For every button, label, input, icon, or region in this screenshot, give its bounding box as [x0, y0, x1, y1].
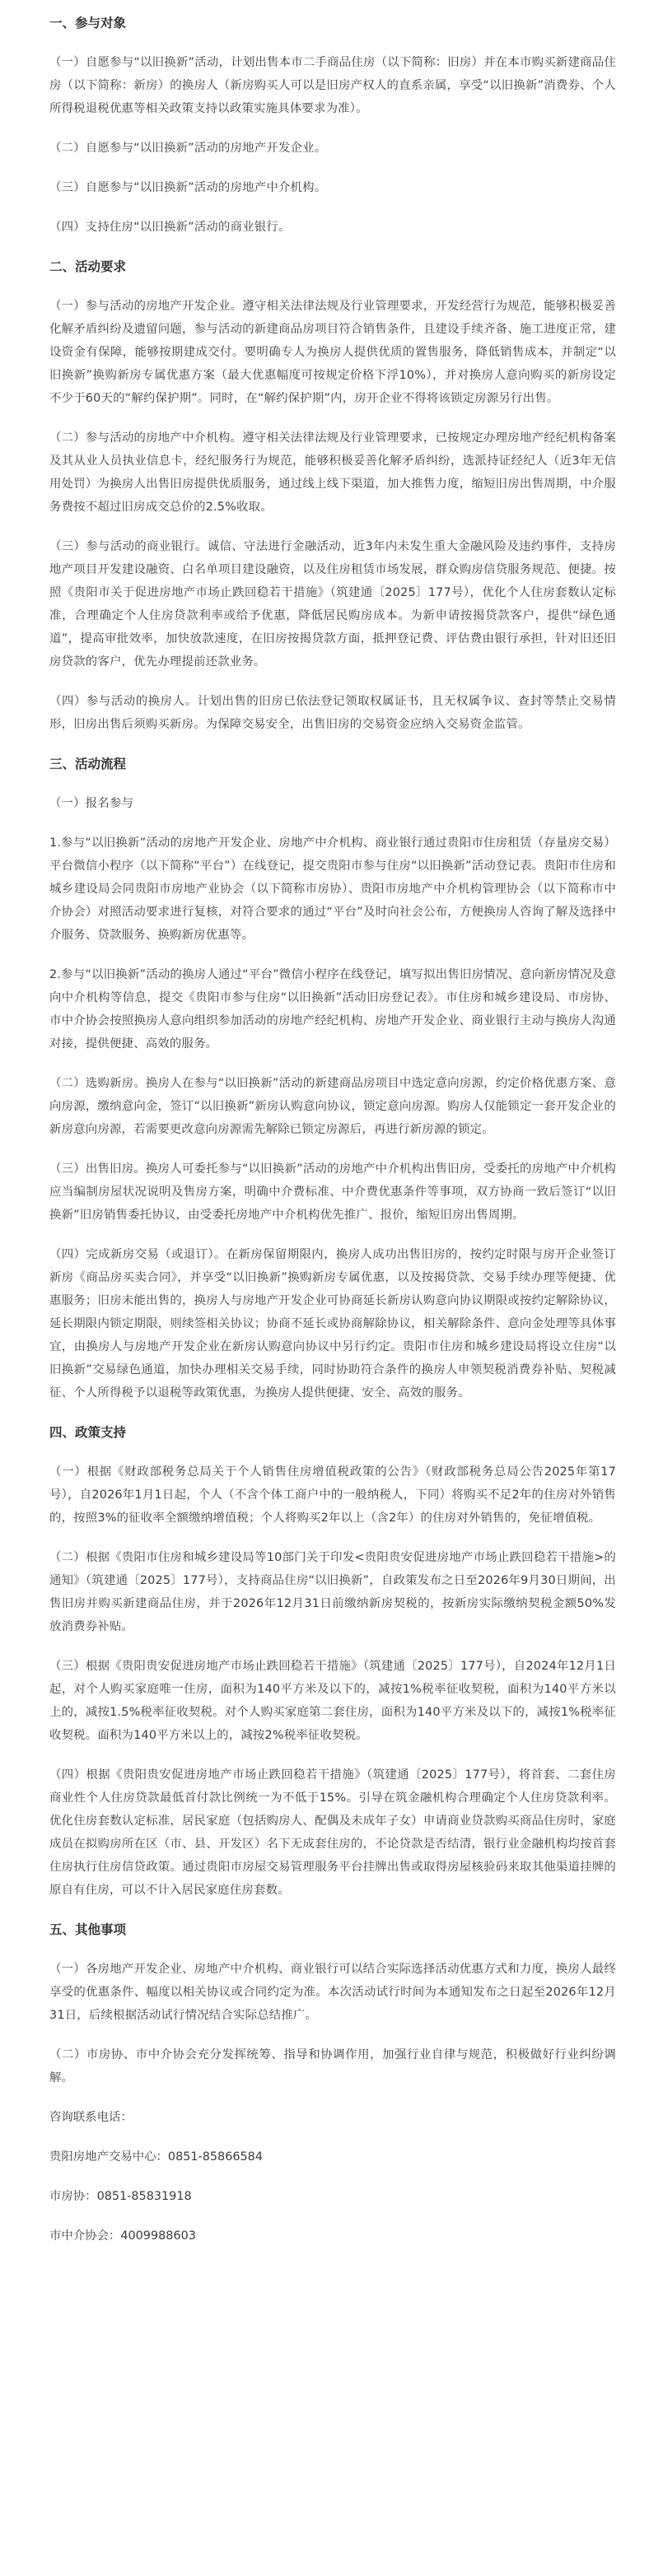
paragraph: 1.参与“以旧换新”活动的房地产开发企业、房地产中介机构、商业银行通过贵阳市住房租赁（存量房交易）平台微信小程序（以下简称“平台”）在线登记，提交贵阳市参与住房“以旧换新”活动登记表。贵阳市住房和城乡建设局会同贵阳市房地产业协会（以下简称市房协）、贵阳市房地产中介机构管理协会（以下简称市中介协会）对照活动要求进行复核，对符合要求的通过“平台”及时向社会公布，方便换房人咨询了解及选择中介服务、贷款服务、换购新房优惠等。	[49, 836, 616, 942]
section-process	[49, 752, 616, 1404]
paragraph: （四）完成新房交易（或退订）。在新房保留期限内，换房人成功出售旧房的，按约定时限与房开企业签订新房《商品房买卖合同》，并享受“以旧换新”换购新房专属优惠，以及按揭贷款、交易手续办理等便捷、优惠服务；旧房未能出售的，换房人与房地产开发企业可协商延长新房认购意向协议期限或按约定解除协议，延长期限内锁定期限，则续签相关协议；协商不延长或协商解除协议，相关解除条件、意向金处理等具体事宜，由换房人与房地产开发企业在新房认购意向协议中另行约定。贵阳市住房和城乡建设局将设立住房“以旧换新”交易绿色通道，加快办理相关交易手续，同时协助符合条件的换房人申领契税消费券补贴、契税减征、个人所得税予以退税等政策优惠，为换房人提供便捷、安全、高效的服务。	[49, 1248, 616, 1400]
paragraph: （二）自愿参与“以旧换新”活动的房地产开发企业。	[49, 142, 327, 155]
paragraph: （四）根据《贵阳贵安促进房地产市场止跌回稳若干措施》（筑建通〔2025〕177号），将首套、二套住房商业性个人住房贷款最低首付款比例统一为不低于15%。引导在筑金融机构合理确定个人住房贷款利率。优化住房套数认定标准，居民家庭（包括购房人、配偶及未成年子女）申请商业贷款购买商品住房时，家庭成员在拟购房所在区（市、县、开发区）名下无成套住房的，不论贷款是否结清，银行业金融机构均按首套住房执行住房信贷政策。通过贵阳市房屋交易管理服务平台挂牌出售或取得房屋核验码来取其他渠道挂牌的原自有住房，可以不计入居民家庭住房套数。	[49, 1768, 616, 1897]
contact-line-agency-association: 市中介协会：4009988603	[49, 2229, 196, 2243]
paragraph: （一）报名参与	[49, 797, 134, 810]
paragraph: 2.参与“以旧换新”活动的换房人通过“平台”微信小程序在线登记，填写拟出售旧房情况、意向新房情况及意向中介机构等信息，提交《贵阳市参与住房“以旧换新”活动旧房登记表》。市住房和城乡建设局、市房协、市中介协会按照换房人意向组织参加活动的房地产经纪机构、房地产开发企业、商业银行主动与换房人沟通对接，提供便捷、高效的服务。	[49, 968, 616, 1050]
paragraph: （三）根据《贵阳贵安促进房地产市场止跌回稳若干措施》（筑建通〔2025〕177号），自2024年12月1日起，对个人购买家庭唯一住房，面积为140平方米及以下的，减按1%税率征收契税，面积为140平方米以上的，减按1.5%税率征收契税。对个人购买家庭第二套住房，面积为140平方米及以下的，减按1%税率征收契税。面积为140平方米以上的，减按2%税率征收契税。	[49, 1660, 616, 1742]
section-title: 五、其他事项	[49, 1922, 127, 1937]
contact-info	[49, 2106, 616, 2248]
section-title: 二、活动要求	[49, 259, 127, 274]
contact-line-trading-center: 贵阳房地产交易中心：0851-85866584	[49, 2150, 263, 2164]
paragraph: （二）根据《贵阳市住房和城乡建设局等10部门关于印发<贵阳贵安促进房地产市场止跌回稳若干措施>的通知》（筑建通〔2025〕177号），支持商品住房“以旧换新”，自政策发布之日至2026年9月30日期间，出售旧房并购买新建商品住房，并于2026年12月31日前缴纳新房契税的，按新房实际缴纳契税金额50%发放消费券补贴。	[49, 1551, 616, 1633]
contact-title: 咨询联系电话：	[49, 2111, 133, 2124]
paragraph: （四）参与活动的换房人。计划出售的旧房已依法登记领取权属证书，且无权属争议、查封等禁止交易情形，旧房出售后须购买新房。为保障交易安全，出售旧房的交易资金应纳入交易资金监管。	[49, 695, 616, 731]
section-title: 三、活动流程	[49, 757, 127, 771]
paragraph: （四）支持住房“以旧换新”活动的商业银行。	[49, 221, 291, 234]
section-requirements	[49, 255, 616, 736]
section-policy-support	[49, 1421, 616, 1902]
paragraph: （一）各房地产开发企业、房地产中介机构、商业银行可以结合实际选择活动优惠方式和力度，换房人最终享受的优惠条件、幅度以相关协议或合同约定为准。本次活动试行时间为本通知发布之日起至2026年12月31日，后续根据活动试行情况结合实际总结推广。	[49, 1963, 616, 2022]
section-participants	[49, 12, 616, 239]
paragraph: （二）参与活动的房地产中介机构。遵守相关法律法规及行业管理要求，已按规定办理房地产经纪机构备案及其从业人员执业信息卡，经纪服务行为规范，能够积极妥善化解矛盾纠纷，选派持证经纪人（近3年无信用处罚）为换房人出售旧房提供优质服务，通过线上线下渠道，加大推售力度，缩短旧房出售周期，中介服务费按不超过旧房成交总价的2.5%收取。	[49, 431, 616, 514]
section-title: 四、政策支持	[49, 1425, 127, 1440]
section-other-matters	[49, 1918, 616, 2089]
section-title: 一、参与对象	[49, 16, 127, 30]
paragraph: （三）出售旧房。换房人可委托参与“以旧换新”活动的房地产中介机构出售旧房，受委托的房地产中介机构应当编制房屋状况说明及售房方案，明确中介费标准、中介费优惠条件等事项，双方协商一致后签订“以旧换新”旧房销售委托协议，由受委托房地产中介机构优先推广、报价，缩短旧房出售周期。	[49, 1162, 616, 1222]
paragraph: （三）参与活动的商业银行。诚信、守法进行金融活动，近3年内未发生重大金融风险及违约事件，支持房地产项目开发建设融资、白名单项目建设融资，以及住房租赁市场发展，群众购房信贷服务规范、便捷。按照《贵阳市关于促进房地产市场止跌回稳若干措施》（筑建通〔2025〕177号），优化个人住房套数认定标准，合理确定个人住房贷款利率或给予优惠，降低居民购房成本。为新申请按揭贷款客户，提供“绿色通道”，提高审批效率，加快放款速度，在旧房按揭贷款方面，抵押登记费、评估费由银行承担，针对旧还旧房贷款的客户，优先办理提前还款业务。	[49, 540, 616, 668]
paragraph: （一）根据《财政部税务总局关于个人销售住房增值税政策的公告》（财政部税务总局公告2025年第17号），自2026年1月1日起，个人（不含个体工商户中的一般纳税人，下同）将购买不足2年的住房对外销售的，按照3%的征收率全额缴纳增值税；个人将购买2年以上（含2年）的住房对外销售的，免征增值税。	[49, 1465, 616, 1525]
paragraph: （二）市房协、市中介协会充分发挥统筹、指导和协调作用，加强行业自律与规范，积极做好行业纠纷调解。	[49, 2048, 616, 2085]
paragraph: （一）参与活动的房地产开发企业。遵守相关法律法规及行业管理要求，开发经营行为规范，能够积极妥善化解矛盾纠纷及遗留问题，参与活动的新建商品房项目符合销售条件，且建设手续齐备、施工进度正常，建设资金有保障，能够按期建成交付。要明确专人为换房人提供优质的置售服务，降低销售成本，并制定“以旧换新”换购新房专属优惠方案（最大优惠幅度可按规定价格下浮10%），并对换房人意向购买的新房设定不少于60天的“解约保护期”。同时，在“解约保护期”内，房开企业不得将该锁定房源另行出售。	[49, 300, 616, 405]
paragraph: （一）自愿参与“以旧换新”活动，计划出售本市二手商品住房（以下简称：旧房）并在本市购买新建商品住房（以下简称：新房）的换房人（新房购买人可以是旧房产权人的直系亲属，享受“以旧换新”消费券、个人所得税退税优惠等相关政策支持以政策实施具体要求为准）。	[49, 56, 616, 115]
paragraph: （二）选购新房。换房人在参与“以旧换新”活动的新建商品房项目中选定意向房源，约定价格优惠方案、意向房源，缴纳意向金，签订“以旧换新”新房认购意向协议，锁定意向房源。购房人仅能锁定一套开发企业的新房意向房源，若需要更改意向房源需先解除已锁定房源后，再进行新房源的锁定。	[49, 1077, 616, 1136]
paragraph: （三）自愿参与“以旧换新”活动的房地产中介机构。	[49, 181, 327, 194]
contact-line-real-estate-association: 市房协：0851-85831918	[49, 2190, 192, 2203]
